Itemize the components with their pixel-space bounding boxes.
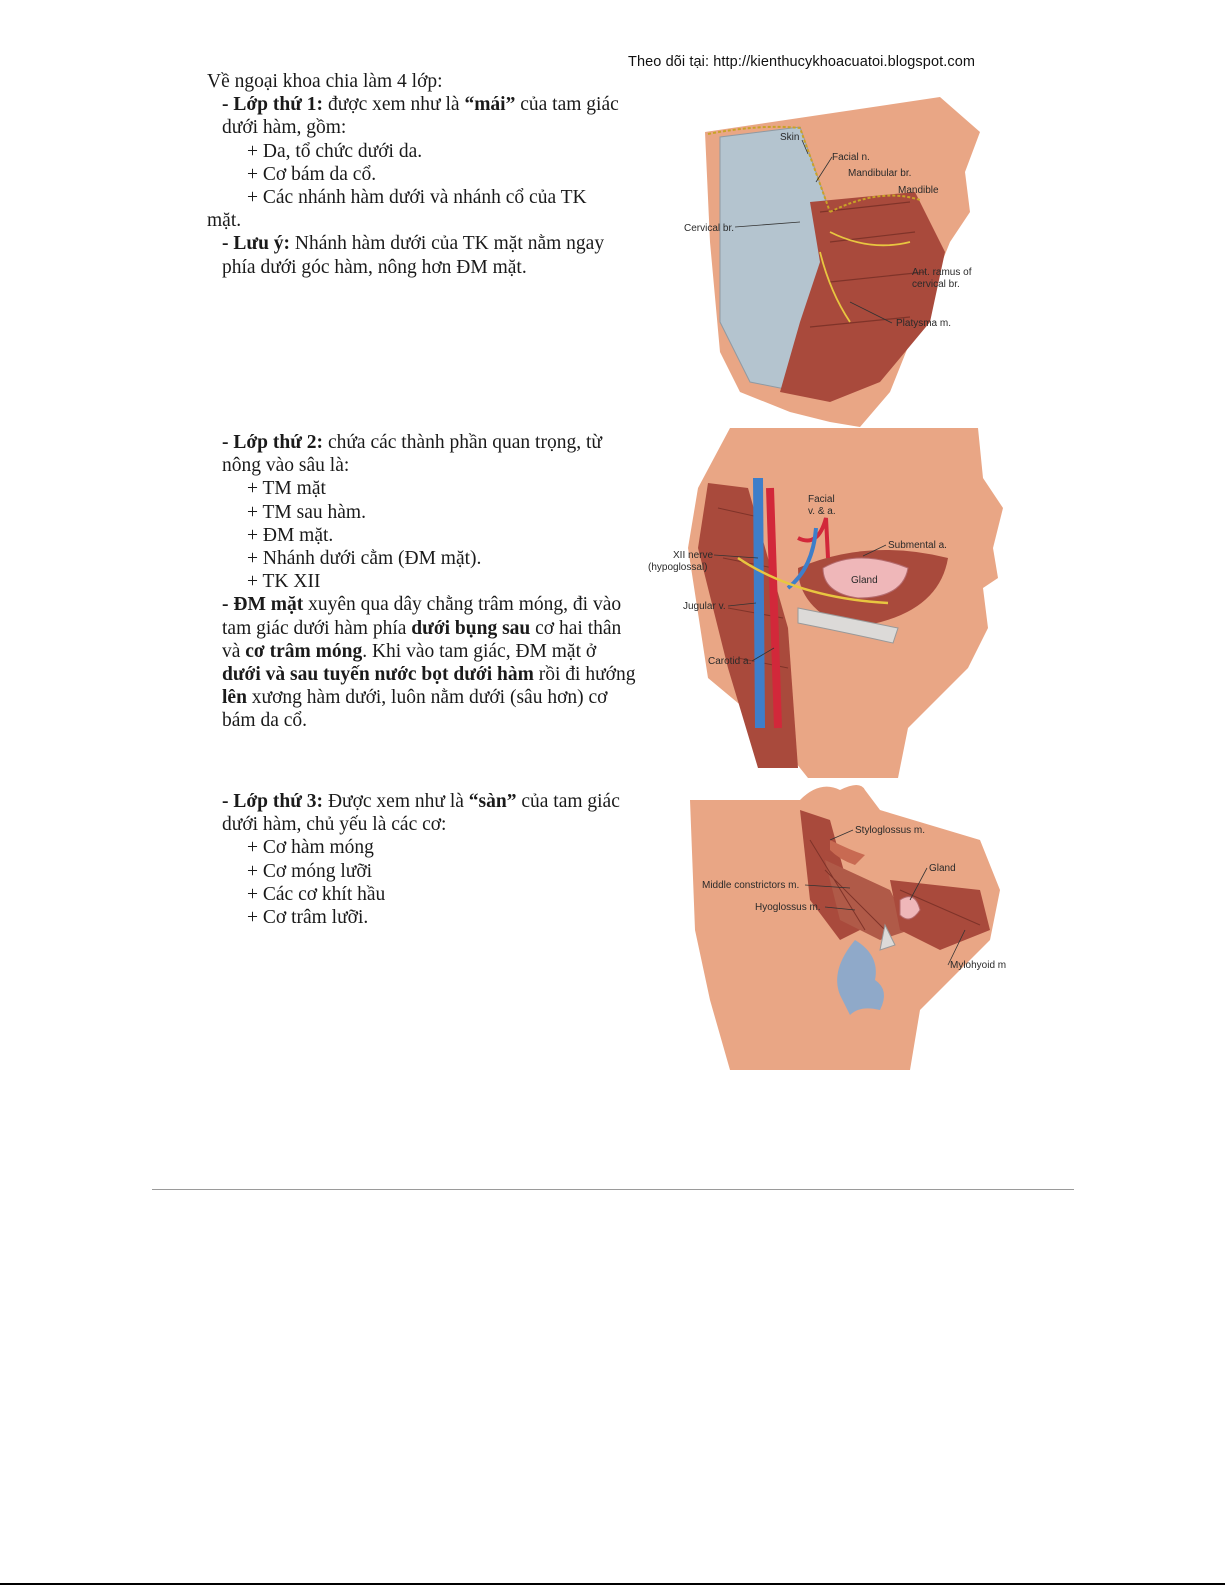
layer-2-text: chứa các thành phần quan trọng, từ nông vào sâu là: xyxy=(222,432,602,477)
list-item: + TM mặt xyxy=(247,478,326,500)
note-paragraph xyxy=(207,232,639,278)
layer-3-quote: “sàn” xyxy=(468,791,517,812)
artery-text: rồi đi hướng xyxy=(533,664,636,686)
list-item: + TK XII xyxy=(247,571,321,593)
layer-3-text-2: của tam giác dưới hàm, chủ yếu là các cơ: xyxy=(222,791,620,836)
list-item-tail: mặt. xyxy=(207,210,242,232)
fig1-label-ant-ramus: Ant. ramus of xyxy=(912,267,972,278)
list-item: + Cơ hàm móng xyxy=(247,837,374,859)
artery-text: cơ hai thân và xyxy=(222,617,622,662)
fig1-label-cervical-br-2: cervical br. xyxy=(912,279,960,290)
artery-text: . Khi vào tam giác, ĐM mặt ở xyxy=(362,640,597,662)
fig2-label-v-and-a: v. & a. xyxy=(808,506,836,517)
list-item: + Nhánh dưới cằm (ĐM mặt). xyxy=(247,548,482,570)
layer-1-quote: “mái” xyxy=(464,94,516,116)
fig1-label-facial-n: Facial n. xyxy=(832,152,870,163)
fig3-label-gland: Gland xyxy=(929,863,956,874)
list-item: + ĐM mặt. xyxy=(247,524,334,546)
section-layer-2 xyxy=(207,431,639,733)
layer-1-label: - Lớp thứ 1: xyxy=(222,94,324,116)
section-layer-3 xyxy=(207,790,639,929)
fig2-label-gland: Gland xyxy=(851,575,878,586)
fig1-label-mandible: Mandible xyxy=(898,185,939,196)
artery-emphasis: dưới bụng sau xyxy=(411,617,531,639)
fig1-label-skin: Skin xyxy=(780,132,800,143)
figure-vessels-layer xyxy=(648,428,1010,780)
layer-2-paragraph xyxy=(207,431,639,477)
fig2-label-facial: Facial xyxy=(808,494,835,505)
note-label: - Lưu ý: xyxy=(222,233,291,255)
list-item: + TM sau hàm. xyxy=(247,501,366,523)
section-layer-1 xyxy=(207,70,639,279)
list-item: + Các cơ khít hầu xyxy=(247,883,386,905)
list-item: + Các nhánh hàm dưới và nhánh cổ của TK xyxy=(247,187,587,209)
fig3-label-styloglossus: Styloglossus m. xyxy=(855,825,926,836)
fig2-label-hypoglossal: (hypoglossal) xyxy=(648,562,708,573)
layer-2-label: - Lớp thứ 2: xyxy=(222,432,324,453)
page-divider xyxy=(152,1189,1074,1190)
artery-emphasis: lên xyxy=(222,687,247,709)
artery-emphasis: dưới và sau tuyến nước bọt dưới hàm xyxy=(222,664,534,686)
fig2-label-carotid-a: Carotid a. xyxy=(708,656,752,667)
layer-3-label: - Lớp thứ 3: xyxy=(222,791,324,812)
figure-2-illustration xyxy=(648,428,1010,780)
figure-platysma-layer xyxy=(680,92,1000,432)
layer-3-paragraph xyxy=(207,790,639,836)
figure-floor-muscles-layer xyxy=(690,780,1020,1080)
layer-1-text-2: của tam giác dưới hàm, gồm: xyxy=(222,94,619,139)
fig3-label-middle-constrictors: Middle constrictors m. xyxy=(702,880,800,891)
blog-follow-header: Theo dõi tại: http://kienthucykhoacuatoi.blogspot.com xyxy=(628,54,976,70)
artery-paragraph xyxy=(207,593,639,732)
artery-label: - ĐM mặt xyxy=(222,594,304,616)
layer-1-text: được xem như là xyxy=(323,94,465,116)
artery-emphasis: cơ trâm móng xyxy=(245,640,363,662)
fig2-label-submental-a: Submental a. xyxy=(888,540,947,551)
list-item: + Cơ móng lưỡi xyxy=(247,860,373,882)
figure-1-illustration xyxy=(680,92,1000,432)
fig3-label-mylohyoid: Mylohyoid m xyxy=(950,960,1007,971)
fig1-label-cervical-br: Cervical br. xyxy=(684,223,735,234)
layer-3-text: Được xem như là xyxy=(323,791,469,812)
fig1-label-mandibular-br: Mandibular br. xyxy=(848,168,912,179)
artery-text: xương hàm dưới, luôn nằm dưới (sâu hơn) cơ bám da cổ. xyxy=(222,687,608,732)
intro-text: Về ngoại khoa chia làm 4 lớp: xyxy=(207,71,443,92)
list-item: + Cơ trâm lưỡi. xyxy=(247,907,369,929)
fig1-label-platysma: Platysma m. xyxy=(896,318,952,329)
layer-1-paragraph xyxy=(207,93,639,139)
list-item: + Da, tổ chức dưới da. xyxy=(247,140,423,162)
fig2-label-xii-nerve: XII nerve xyxy=(673,550,714,561)
fig3-label-hyoglossus: Hyoglossus m. xyxy=(755,902,821,913)
figure-3-illustration xyxy=(690,780,1020,1080)
artery-text: xuyên qua dây chằng trâm móng, đi vào tam giác dưới hàm phía xyxy=(222,594,622,639)
note-text: Nhánh hàm dưới của TK mặt nằm ngay phía dưới góc hàm, nông hơn ĐM mặt. xyxy=(222,233,605,278)
fig2-label-jugular-v: Jugular v. xyxy=(683,601,726,612)
list-item: + Cơ bám da cổ. xyxy=(247,163,377,185)
